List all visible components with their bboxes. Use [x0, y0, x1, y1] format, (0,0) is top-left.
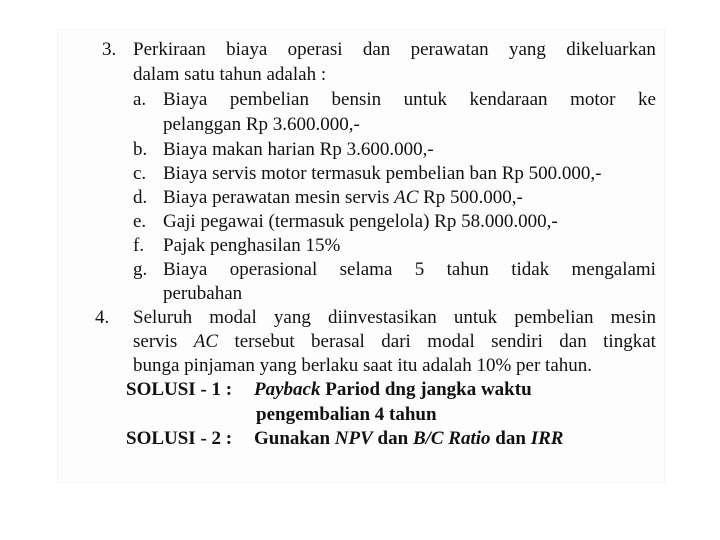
sub-a-letter: a.: [133, 89, 147, 110]
sub-f-text: Pajak penghasilan 15%: [163, 235, 341, 256]
sub-a-line-2: pelanggan Rp 3.600.000,-: [163, 114, 360, 135]
item-4-line-3: bunga pinjaman yang berlaku saat itu adalah 10% per tahun.: [133, 355, 593, 376]
item-4-line-1: Seluruh modal yang diinvestasikan untuk pembelian mesin: [133, 307, 656, 328]
sub-e-letter: e.: [133, 211, 147, 232]
solution-2-label: SOLUSI - 2 :: [126, 428, 233, 449]
sub-c-text: Biaya servis motor termasuk pembelian ban Rp 500.000,-: [163, 163, 602, 184]
sub-g-letter: g.: [133, 259, 148, 280]
sub-f-letter: f.: [133, 235, 145, 256]
sub-g-line-2: perubahan: [163, 283, 243, 304]
solution-1-text: Payback Pariod dng jangka waktu: [254, 379, 532, 400]
item-3-line-2: dalam satu tahun adalah :: [133, 64, 327, 85]
item-4-number: 4.: [95, 307, 110, 328]
sub-b-text: Biaya makan harian Rp 3.600.000,-: [163, 139, 434, 160]
sub-d-text: Biaya perawatan mesin servis AC Rp 500.000,-: [163, 187, 523, 208]
sub-c-letter: c.: [133, 163, 147, 184]
sub-d-letter: d.: [133, 187, 148, 208]
sub-g-line-1: Biaya operasional selama 5 tahun tidak mengalami: [163, 259, 656, 280]
sub-b-letter: b.: [133, 139, 148, 160]
solution-2-text: Gunakan NPV dan B/C Ratio dan IRR: [254, 428, 564, 449]
solution-1-label: SOLUSI - 1 :: [126, 379, 233, 400]
sub-e-text: Gaji pegawai (termasuk pengelola) Rp 58.000.000,-: [163, 211, 558, 232]
item-3-number: 3.: [102, 39, 117, 60]
solution-1-text-line-2: pengembalian 4 tahun: [256, 404, 437, 425]
item-4-line-2: servis AC tersebut berasal dari modal sendiri dan tingkat: [133, 331, 656, 352]
sub-a-line-1: Biaya pembelian bensin untuk kendaraan motor ke: [163, 89, 656, 110]
item-3-line-1: Perkiraan biaya operasi dan perawatan yang dikeluarkan: [133, 39, 656, 60]
